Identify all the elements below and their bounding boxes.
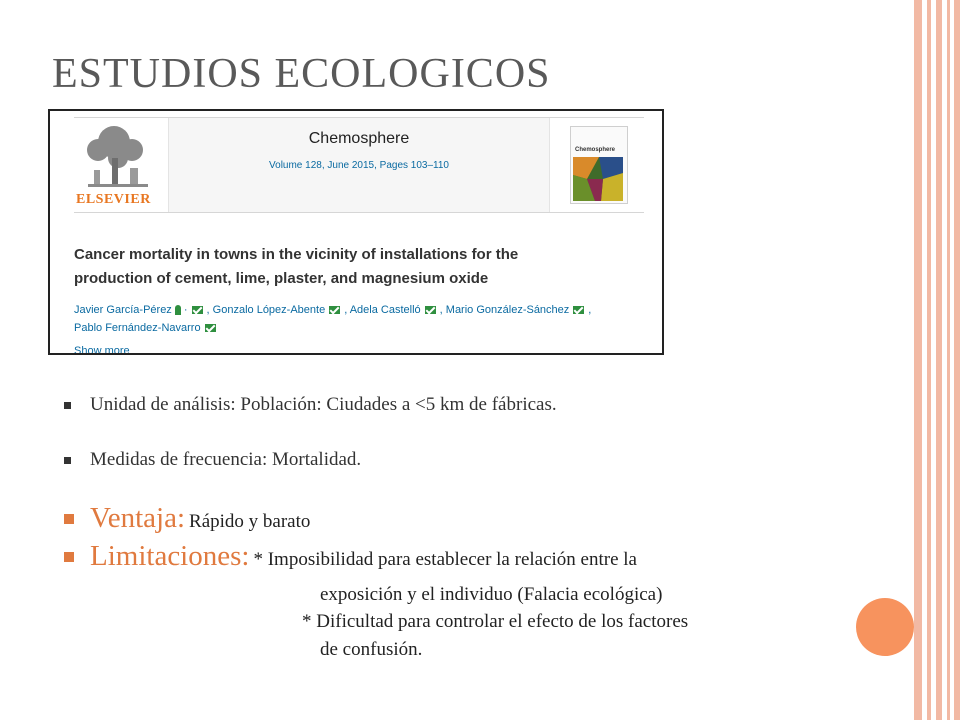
show-more-link[interactable]: Show more bbox=[74, 345, 130, 355]
journal-cover bbox=[570, 126, 628, 204]
journal-volume-link[interactable]: Volume 128, June 2015, Pages 103–110 bbox=[269, 160, 449, 171]
journal-info bbox=[168, 118, 550, 212]
limitaciones-line4: de confusión. bbox=[320, 639, 423, 660]
mail-icon[interactable] bbox=[425, 306, 436, 314]
author-link[interactable]: Mario González-Sánchez bbox=[445, 304, 570, 316]
author-link[interactable]: Adela Castelló bbox=[349, 304, 421, 316]
decorative-stripes bbox=[914, 0, 960, 720]
cover-title: Chemosphere bbox=[575, 147, 616, 153]
bullet-text: Medidas de frecuencia: Mortalidad. bbox=[90, 449, 362, 470]
bullet-marker bbox=[64, 514, 74, 524]
article-screenshot bbox=[48, 109, 664, 355]
author-link[interactable]: Javier García-Pérez bbox=[74, 304, 172, 316]
ventaja-label: Ventaja: bbox=[90, 502, 186, 534]
author-link[interactable]: Gonzalo López-Abente bbox=[212, 304, 326, 316]
author-link[interactable]: Pablo Fernández-Navarro bbox=[74, 322, 201, 334]
article-title-line1: Cancer mortality in towns in the vicinity of installations for the bbox=[74, 246, 519, 263]
mail-icon[interactable] bbox=[573, 306, 584, 314]
journal-name: Chemosphere bbox=[308, 130, 410, 147]
limitaciones-label: Limitaciones: bbox=[90, 540, 250, 572]
slide-title: ESTUDIOS ECOLOGICOS bbox=[52, 51, 551, 97]
person-icon bbox=[175, 305, 181, 315]
bullet-text: Unidad de análisis: Población: Ciudades a <5 km de fábricas. bbox=[90, 394, 557, 415]
mail-icon[interactable] bbox=[329, 306, 340, 314]
limitaciones-line2: exposición y el individuo (Falacia ecológica) bbox=[320, 584, 663, 605]
author-list: Javier García-Pérez · , Gonzalo López-Abente , Adela Castelló , Mario González-Sánchez , Pablo Fernández-Navarro bbox=[74, 304, 592, 334]
limitaciones-line3: * Dificultad para controlar el efecto de los factores bbox=[302, 611, 689, 632]
bullet-marker bbox=[64, 457, 71, 464]
article-title-line2: production of cement, lime, plaster, and magnesium oxide bbox=[74, 270, 489, 287]
mail-icon[interactable] bbox=[192, 306, 203, 314]
elsevier-logo bbox=[74, 122, 162, 208]
decorative-circle bbox=[856, 598, 914, 656]
article-title bbox=[74, 243, 644, 291]
ventaja-text: Rápido y barato bbox=[189, 511, 311, 532]
cover-art bbox=[573, 157, 623, 201]
mail-icon[interactable] bbox=[205, 324, 216, 332]
bullet-marker bbox=[64, 402, 71, 409]
limitaciones-line1: * Imposibilidad para establecer la relación entre la bbox=[253, 549, 637, 570]
elsevier-logo-text: ELSEVIER bbox=[76, 192, 151, 207]
journal-header bbox=[74, 117, 644, 213]
bullet-marker bbox=[64, 552, 74, 562]
